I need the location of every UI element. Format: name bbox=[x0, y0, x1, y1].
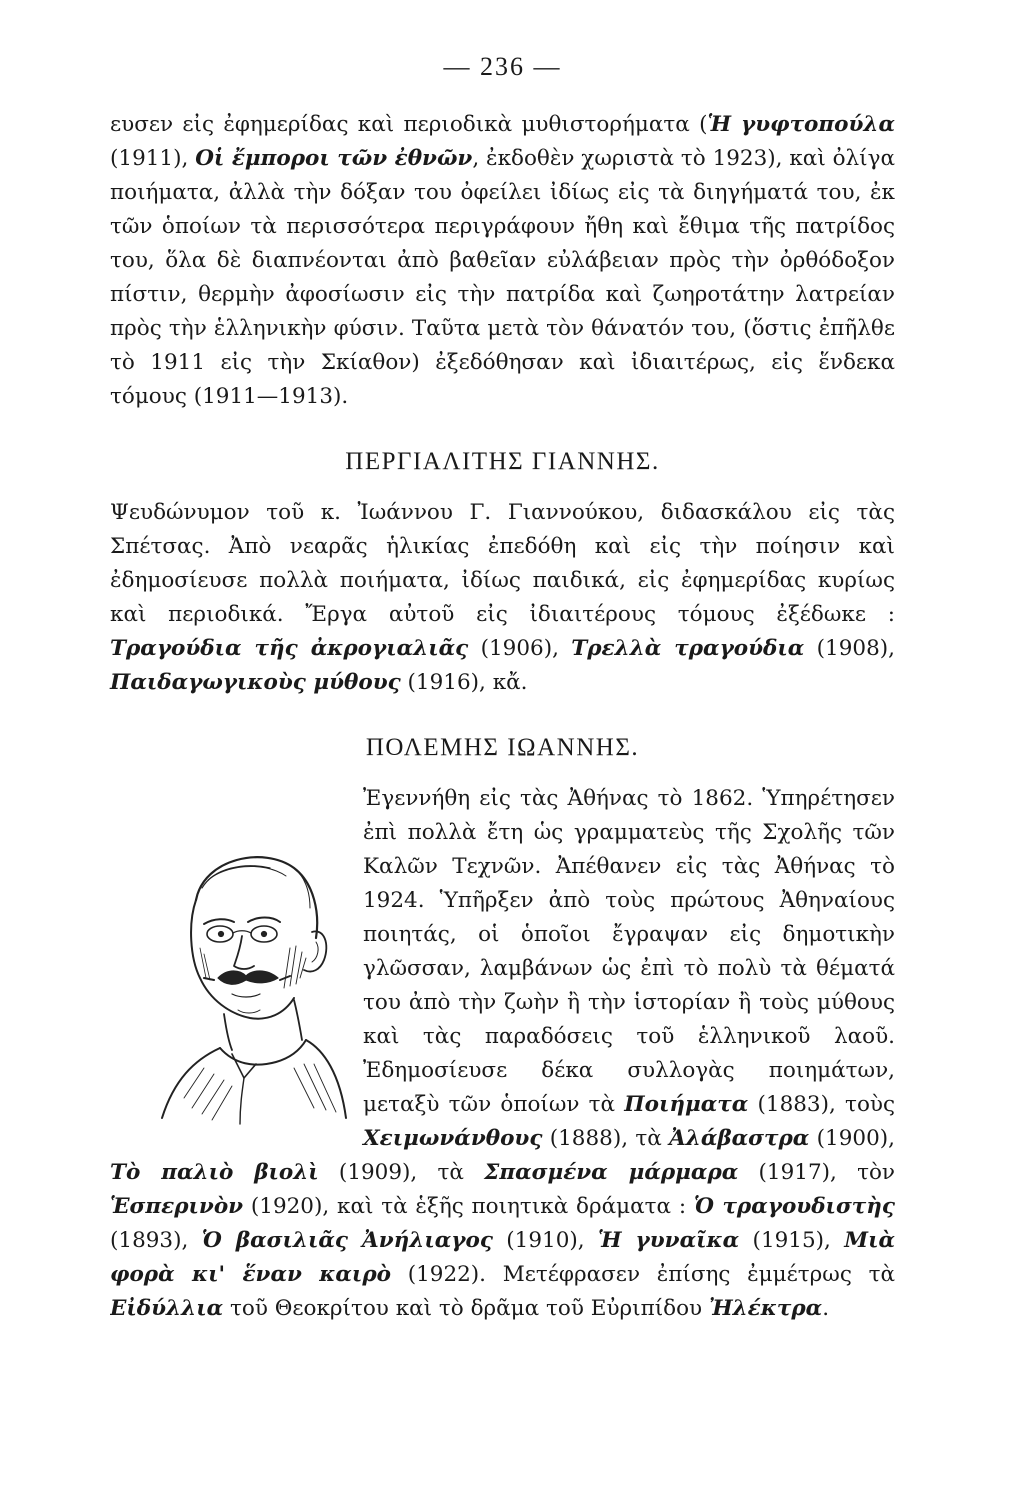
section-heading-pergialitis: ΠΕΡΓΙΑΛΙΤΗΣ ΓΙΑΝΝΗΣ. bbox=[345, 448, 660, 475]
work-title: Μιὰ φορὰ κι' ἕναν καιρὸ bbox=[110, 1228, 895, 1287]
work-title: Ἠλέκτρα bbox=[708, 1296, 823, 1321]
work-title: Σπασμένα μάρμαρα bbox=[484, 1160, 739, 1185]
page-number: — 236 — bbox=[443, 52, 562, 81]
work-title: Ἀλάβαστρα bbox=[669, 1126, 810, 1151]
intro-paragraph: ευσεν εἰς ἐφημερίδας καὶ περιοδικὰ μυθιστορήματα (Ἡ γυφτοπούλα (1911), Οἱ ἔμποροι τῶν ἐθνῶν, ἐκδοθὲν χωριστὰ τὸ 1923), καὶ ὀλίγα ποιήματα, ἀλλὰ τὴν δόξαν του ὀφείλει ἰδίως εἰς τὰ διηγήματά του, ἐκ τῶν ὁποίων τὰ περισσότερα περιγράφουν ἤθη καὶ ἔθιμα τῆς πατρίδος του, ὅλα δὲ διαπνέονται ἀπὸ βαθεῖαν εὐλάβειαν πρὸς τὴν ὀρθόδοξον πίστιν, θερμὴν ἀφοσίωσιν εἰς τὴν πατρίδα καὶ ζωηροτάτην λατρείαν πρὸς τὴν ἑλληνικὴν φύσιν. Ταῦτα μετὰ τὸν θάνατόν του, (ὅστις ἐπῆλθε τὸ 1911 εἰς τὴν Σκίαθον) ἐξεδόθησαν καὶ ἰδιαιτέρως, εἰς ἕνδεκα τόμους (1911—1913). bbox=[110, 112, 895, 409]
pergialitis-paragraph: Ψευδώνυμον τοῦ κ. Ἰωάννου Γ. Γιαννούκου, διδασκάλου εἰς τὰς Σπέτσας. Ἀπὸ νεαρᾶς ἡλικίας ἐπεδόθη καὶ εἰς τὴν ποίησιν καὶ ἐδημοσίευσε πολλὰ ποιήματα, ἰδίως παιδικά, εἰς ἐφημερίδας κυρίως καὶ περιοδικά. Ἔργα αὐτοῦ εἰς ἰδιαιτέρους τόμους ἐξέδωκε : Τραγούδια τῆς ἀκρογιαλιᾶς (1906), Τρελλὰ τραγούδια (1908), Παιδαγωγικοὺς μύθους (1916), κἄ. bbox=[110, 500, 895, 695]
work-title: Ὁ τραγουδιστὴς bbox=[693, 1194, 895, 1219]
portrait-sketch-icon bbox=[144, 828, 349, 1128]
work-title: Τὸ παλιὸ βιολὶ bbox=[110, 1160, 319, 1185]
work-title: Ἡ γυναῖκα bbox=[598, 1228, 740, 1253]
work-title: Χειμωνάνθους bbox=[363, 1126, 543, 1151]
work-title: Ἑσπερινὸν bbox=[110, 1194, 244, 1219]
portrait-illustration bbox=[144, 828, 349, 1128]
polemis-section bbox=[110, 782, 895, 1326]
work-title: Οἱ ἔμποροι τῶν ἐθνῶν bbox=[195, 146, 473, 171]
work-title: Εἰδύλλια bbox=[110, 1296, 224, 1321]
polemis-paragraph: Ἐγεννήθη εἰς τὰς Ἀθήνας τὸ 1862. Ὑπηρέτησεν ἐπὶ πολλὰ ἔτη ὡς γραμματεὺς τῆς Σχολῆς τῶν Καλῶν Τεχνῶν. Ἀπέθανεν εἰς τὰς Ἀθήνας τὸ 1924. Ὑπῆρξεν ἀπὸ τοὺς πρώτους Ἀθηναίους ποιητάς, οἱ ὁποῖοι ἔγραψαν εἰς δημοτικὴν γλῶσσαν, λαμβάνων ὡς ἐπὶ τὸ πολὺ τὰ θέματά του ἀπὸ τὴν ζωὴν ἢ τὴν ἱστορίαν ἢ τοὺς μύθους καὶ τὰς παραδόσεις τοῦ ἑλληνικοῦ λαοῦ. Ἐδημοσίευσε δέκα συλλογὰς ποιημάτων, μεταξὺ τῶν ὁποίων τὰ Ποιήματα (1883), τοὺς Χειμωνάνθους (1888), τὰ Ἀλάβαστρα (1900), Τὸ παλιὸ βιολὶ (1909), τὰ Σπασμένα μάρμαρα (1917), τὸν Ἑσπερινὸν (1920), καὶ τὰ ἑξῆς ποιητικὰ δράματα : Ὁ τραγουδιστὴς (1893), Ὁ βασιλιᾶς Ἀνήλιαγος (1910), Ἡ γυναῖκα (1915), Μιὰ φορὰ κι' ἕναν καιρὸ (1922). Μετέφρασεν ἐπίσης ἐμμέτρως τὰ Εἰδύλλια τοῦ Θεοκρίτου καὶ τὸ δρᾶμα τοῦ Εὐριπίδου Ἠλέκτρα. bbox=[110, 786, 895, 1321]
work-title: Τρελλὰ τραγούδια bbox=[571, 636, 805, 661]
work-title: Τραγούδια τῆς ἀκρογιαλιᾶς bbox=[110, 636, 469, 661]
work-title: Παιδαγωγικοὺς μύθους bbox=[110, 670, 401, 695]
section-heading-polemis: ΠΟΛΕΜΗΣ ΙΩΑΝΝΗΣ. bbox=[365, 734, 640, 761]
work-title: Ἡ γυφτοπούλα bbox=[707, 112, 895, 137]
work-title: Ποιήματα bbox=[624, 1092, 749, 1117]
work-title: Ὁ βασιλιᾶς Ἀνήλιαγος bbox=[201, 1228, 493, 1253]
